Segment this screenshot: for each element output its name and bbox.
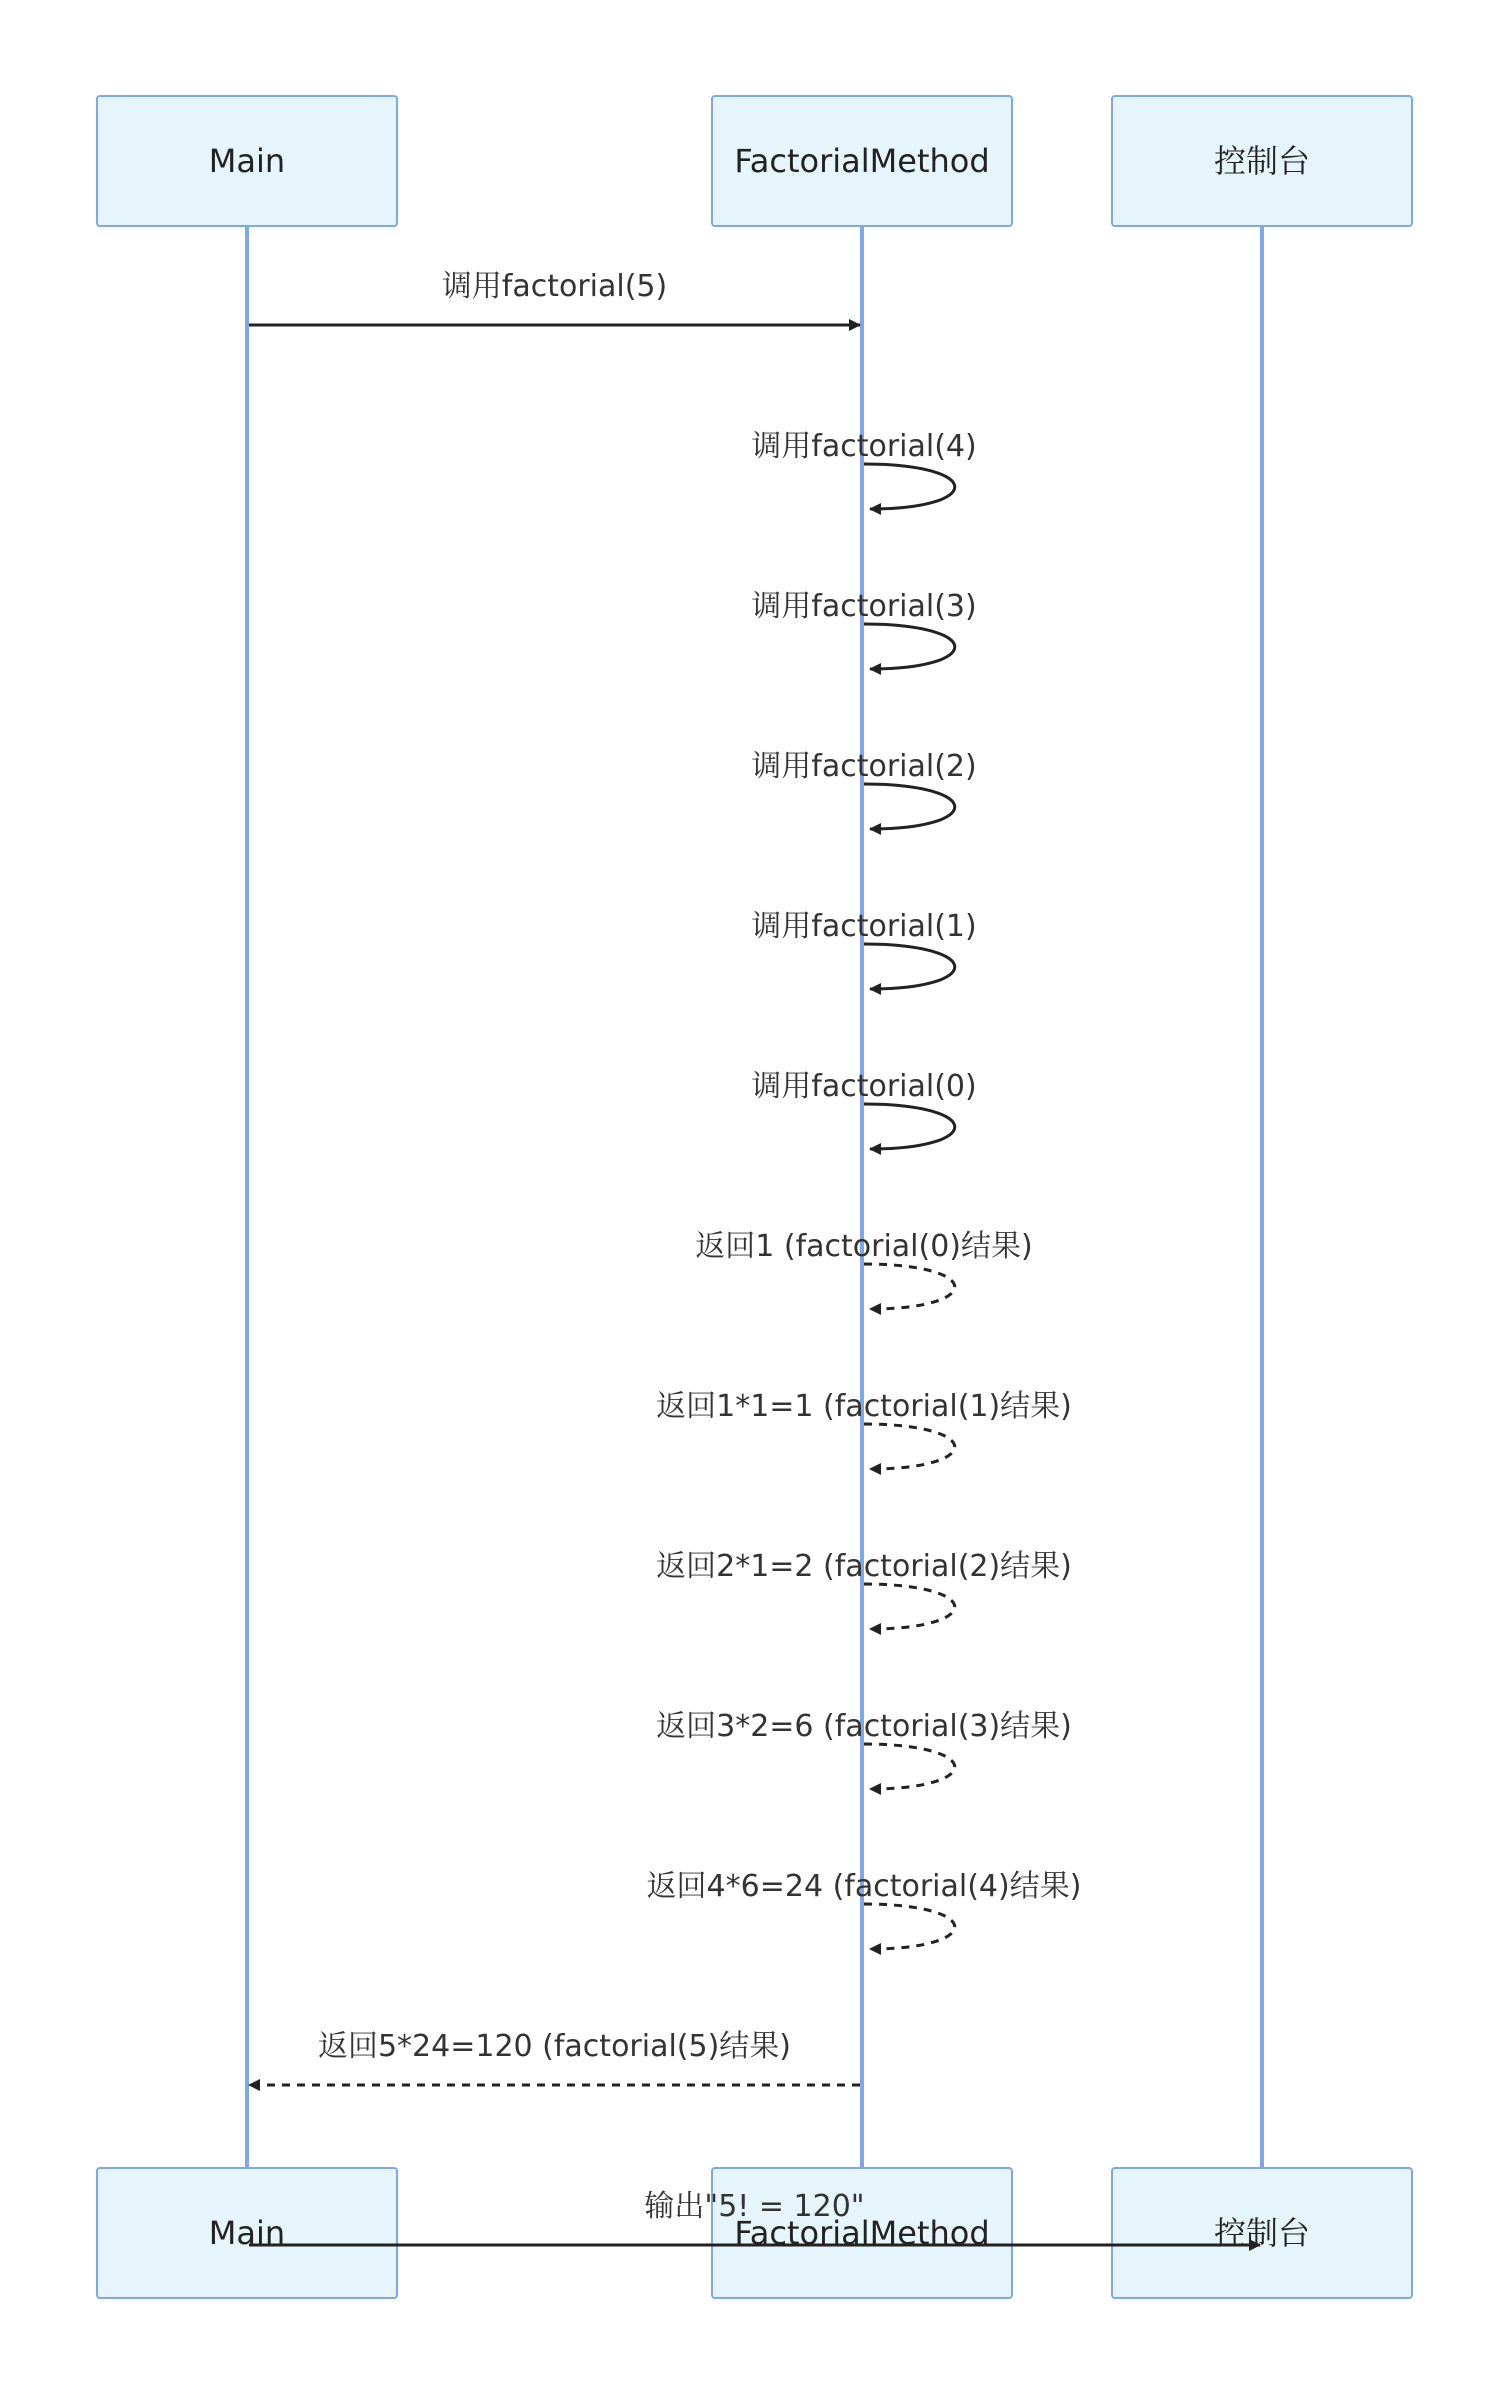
self-message-arrow bbox=[864, 1104, 955, 1149]
self-message-arrow bbox=[864, 464, 955, 509]
message-label: 调用factorial(2) bbox=[751, 749, 977, 784]
actor-main-bottom bbox=[97, 2168, 397, 2298]
message-label: 返回2*1=2 (factorial(2)结果) bbox=[656, 1549, 1072, 1584]
message-label: 调用factorial(0) bbox=[751, 1069, 977, 1104]
actor-factorial-top bbox=[712, 96, 1012, 226]
actor-console-bottom bbox=[1112, 2168, 1412, 2298]
message-label: 返回1*1=1 (factorial(1)结果) bbox=[656, 1389, 1072, 1424]
actor-label: 控制台 bbox=[1213, 2214, 1311, 2252]
actor-label: Main bbox=[208, 142, 286, 180]
self-message-arrow bbox=[864, 1264, 955, 1309]
actor-label: 控制台 bbox=[1213, 142, 1311, 180]
message-label: 返回1 (factorial(0)结果) bbox=[695, 1229, 1033, 1264]
actor-label: FactorialMethod bbox=[734, 142, 990, 180]
self-message-arrow bbox=[864, 624, 955, 669]
message-label: 调用factorial(3) bbox=[751, 589, 977, 624]
message-label: 调用factorial(5) bbox=[441, 269, 668, 304]
self-message-arrow bbox=[864, 944, 955, 989]
self-message-arrow bbox=[864, 784, 955, 829]
actor-main-top bbox=[97, 96, 397, 226]
message-label: 输出"5! = 120" bbox=[644, 2189, 865, 2224]
actor-label: FactorialMethod bbox=[734, 2214, 990, 2252]
self-message-arrow bbox=[864, 1424, 955, 1469]
message-label: 调用factorial(4) bbox=[751, 429, 977, 464]
message-12 bbox=[249, 2029, 860, 2085]
message-label: 返回4*6=24 (factorial(4)结果) bbox=[646, 1869, 1082, 1904]
message-1 bbox=[249, 269, 860, 325]
message-label: 调用factorial(1) bbox=[751, 909, 977, 944]
message-label: 返回3*2=6 (factorial(3)结果) bbox=[656, 1709, 1072, 1744]
self-message-arrow bbox=[864, 1904, 955, 1949]
message-label: 返回5*24=120 (factorial(5)结果) bbox=[317, 2029, 792, 2064]
self-message-arrow bbox=[864, 1584, 955, 1629]
actor-label: Main bbox=[208, 2214, 286, 2252]
actor-console-top bbox=[1112, 96, 1412, 226]
self-message-arrow bbox=[864, 1744, 955, 1789]
actor-factorial-bottom bbox=[712, 2168, 1012, 2298]
